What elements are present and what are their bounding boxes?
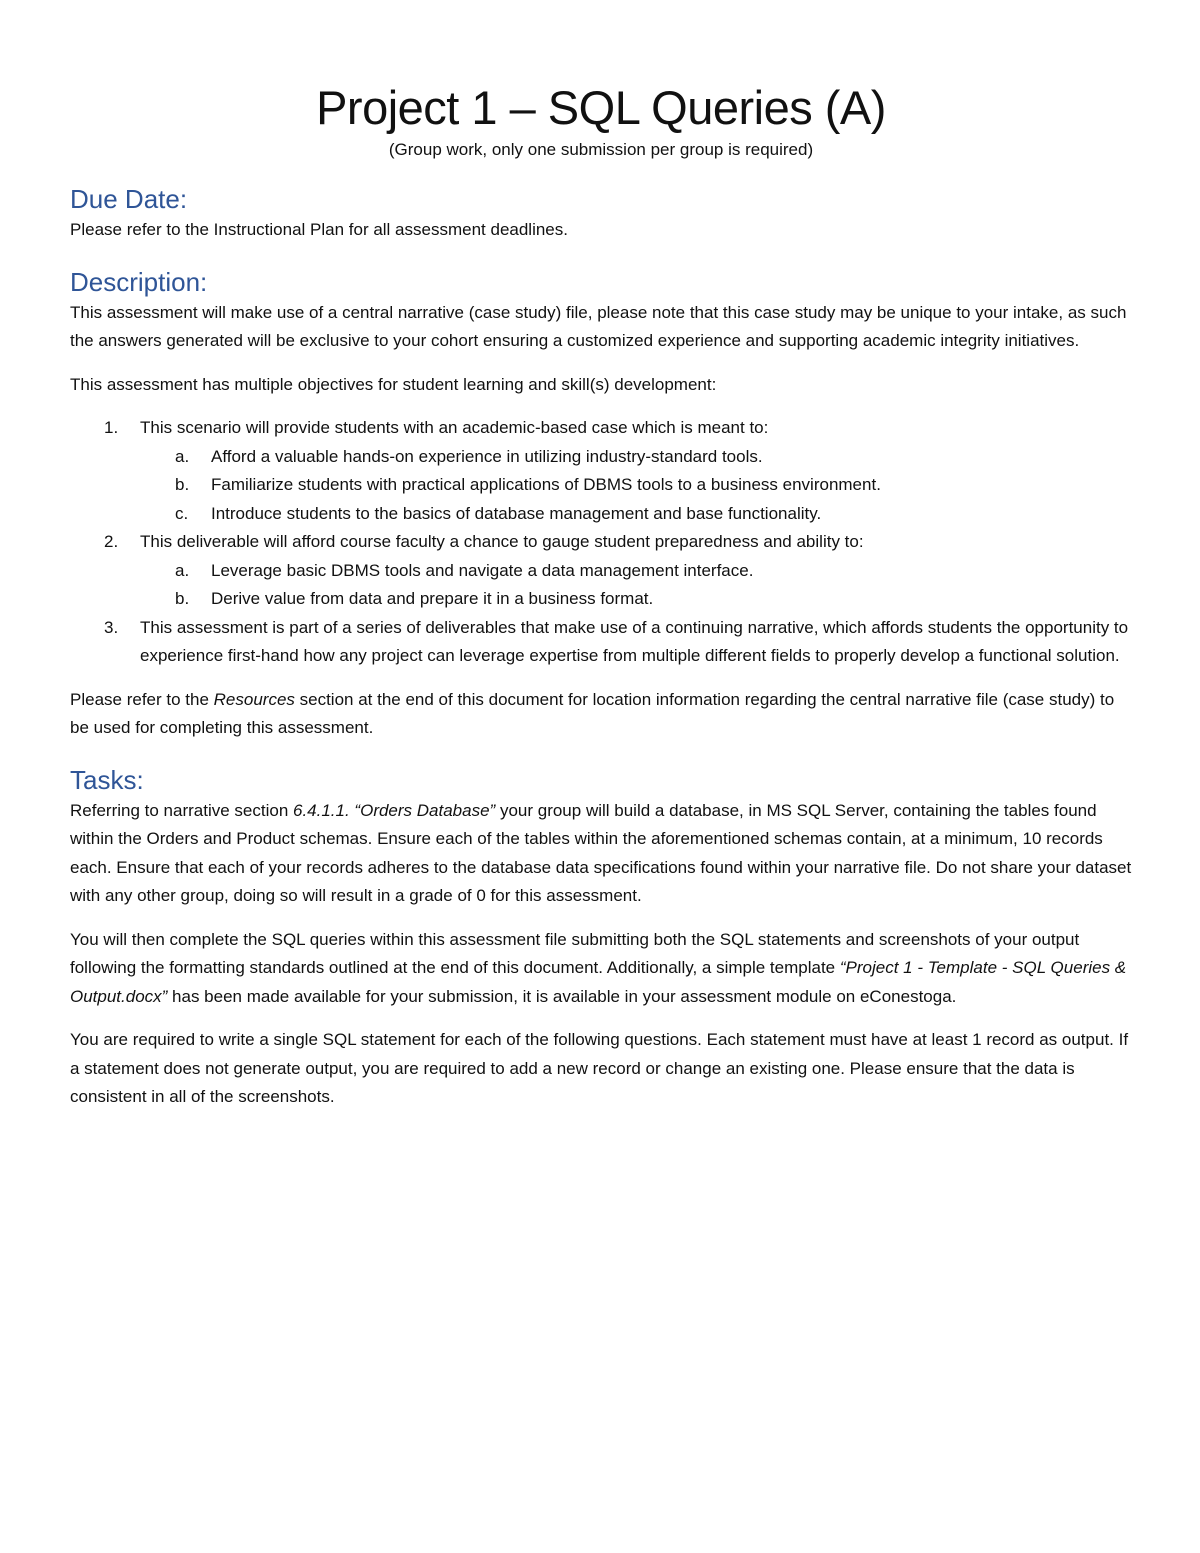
objective-item	[70, 528, 1132, 614]
document-title: Project 1 – SQL Queries (A)	[316, 81, 886, 134]
sub-objectives-list	[140, 557, 1132, 614]
due-date-section	[70, 182, 1132, 245]
objective-text: This deliverable will afford course faculty a chance to gauge student preparedness and ability to:	[140, 532, 864, 551]
objectives-list	[70, 414, 1132, 671]
sub-objective-letter: a.	[175, 446, 190, 466]
resources-paragraph	[70, 686, 1132, 743]
due-date-heading: Due Date:	[70, 184, 188, 214]
sub-objective-text: Leverage basic DBMS tools and navigate a data management interface.	[211, 560, 754, 580]
description-paragraph-2: This assessment has multiple objectives for student learning and skill(s) development:	[70, 374, 717, 394]
objective-number: 2.	[104, 532, 119, 551]
sub-objective-letter: c.	[175, 503, 189, 523]
sub-objective-letter: a.	[175, 560, 190, 580]
objective-text: This scenario will provide students with an academic-based case which is meant to:	[140, 418, 769, 437]
sub-objective-text: Familiarize students with practical applications of DBMS tools to a business environment.	[211, 475, 881, 494]
objective-item	[70, 614, 1132, 671]
sub-objective-text: Introduce students to the basics of database management and base functionality.	[211, 503, 822, 523]
document-subtitle: (Group work, only one submission per group is required)	[388, 140, 814, 159]
sub-objective-item	[140, 471, 1132, 500]
tasks-paragraph-3: You are required to write a single SQL statement for each of the following questions. Each statement must have at least 1 record as output. If a statement does not generate output, you are required to add a new record or change an existing one. Please ensure that the data is consistent in all of the screenshots.	[70, 1030, 1129, 1106]
tasks-paragraph-2	[70, 926, 1132, 1012]
tasks-paragraph-1	[70, 797, 1132, 911]
tasks-p1-suffix: your group will build a database, in MS SQL Server, containing the tables found within the Orders and Product schemas. Ensure each of the tables within the aforementioned schemas contain, at a minimum, 10 records each. Ensure that each of your records adheres to the database data specifications found within your narrative file. Do not share your dataset with any other group, doing so will result in a grade of 0 for this assessment.	[70, 800, 1132, 905]
resources-emphasis: Resources	[213, 689, 295, 709]
objective-item	[70, 414, 1132, 528]
tasks-heading: Tasks:	[70, 764, 144, 795]
description-heading: Description:	[70, 266, 208, 297]
tasks-p2-suffix: has been made available for your submission, it is available in your assessment module on eConestoga.	[167, 986, 957, 1006]
sub-objective-item	[140, 585, 1132, 614]
tasks-p1-prefix: Referring to narrative section	[70, 800, 293, 820]
template-file-name: “Project 1 - Template - SQL Queries & Output.docx”	[70, 958, 1127, 1006]
description-paragraph-1: This assessment will make use of a central narrative (case study) file, please note that this case study may be unique to your intake, as such the answers generated will be exclusive to your cohort ensuring a customized experience and supporting academic integrity initiatives.	[70, 302, 1127, 350]
sub-objective-item	[140, 443, 1132, 472]
resources-suffix: section at the end of this document for location information regarding the central narrative file (case study) to be used for completing this assessment.	[70, 689, 1115, 737]
sub-objective-letter: b.	[175, 589, 190, 608]
document-page	[70, 78, 1132, 1127]
sub-objective-letter: b.	[175, 475, 190, 494]
sub-objectives-list	[140, 443, 1132, 529]
narrative-section-reference: 6.4.1.1. “Orders Database”	[293, 800, 496, 820]
resources-prefix: Please refer to the	[70, 689, 214, 709]
objective-number: 3.	[104, 617, 119, 637]
tasks-p2-prefix: You will then complete the SQL queries within this assessment file submitting both the SQL statements and screenshots of your output following the formatting standards outlined at the end of this document. Additionally, a simple template	[70, 929, 1080, 977]
description-section	[70, 265, 1132, 743]
objective-text: This assessment is part of a series of deliverables that make use of a continuing narrative, which affords students the opportunity to experience first-hand how any project can leverage expertise from multiple different fields to properly develop a functional solution.	[140, 617, 1129, 665]
sub-objective-item	[140, 500, 1132, 529]
tasks-section	[70, 763, 1132, 1112]
sub-objective-item	[140, 557, 1132, 586]
sub-objective-text: Afford a valuable hands-on experience in utilizing industry-standard tools.	[211, 446, 763, 466]
objective-number: 1.	[104, 418, 119, 437]
sub-objective-text: Derive value from data and prepare it in a business format.	[211, 589, 654, 608]
due-date-text: Please refer to the Instructional Plan for all assessment deadlines.	[70, 220, 568, 239]
